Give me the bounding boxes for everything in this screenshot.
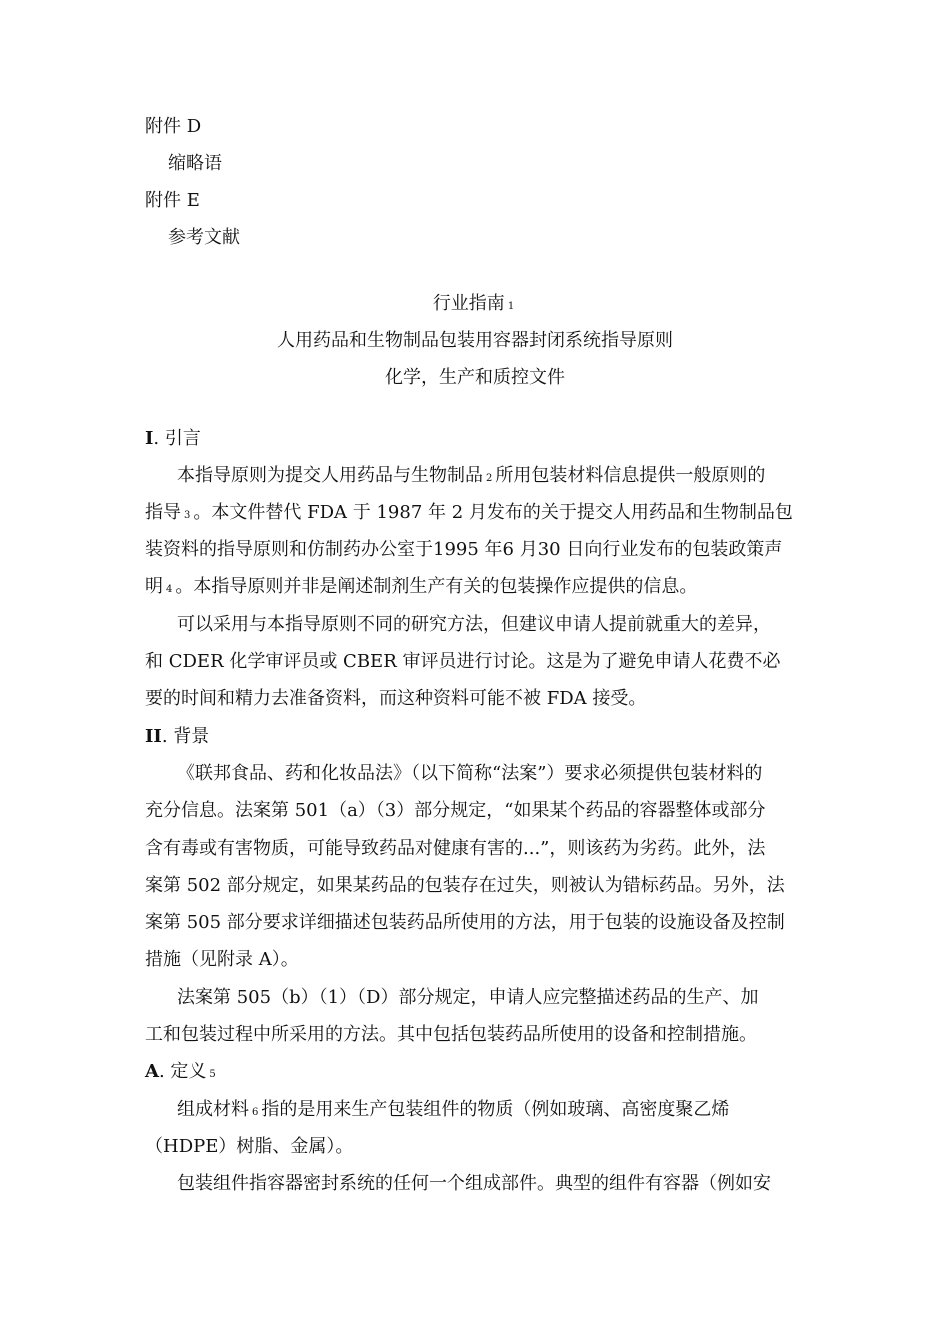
paragraph-line: 和 CDER 化学审评员或 CBER 审评员进行讨论。这是为了避免申请人花费不必 <box>145 651 781 672</box>
paragraph-line: （HDPE）树脂、金属）。 <box>145 1136 354 1157</box>
title-text: 行业指南 <box>432 293 505 314</box>
paragraph-line: 法案第 505（b）（1）（D）部分规定，申请人应完整描述药品的生产、加 <box>177 987 759 1008</box>
section-number: II <box>145 726 162 747</box>
paragraph-line: 装资料的指导原则和仿制药办公室于1995 年6 月30 日向行业发布的包装政策声 <box>145 539 783 560</box>
footnote-ref-5: 5 <box>209 1069 216 1080</box>
paragraph-line: 要的时间和精力去准备资料，而这种资料可能不被 FDA 接受。 <box>145 688 647 709</box>
section-title: . 定义 <box>158 1061 207 1082</box>
text-run: 本指导原则为提交人用药品与生物制品 <box>177 465 483 486</box>
text-run: 明 <box>145 576 163 597</box>
text-run: 。本指导原则并非是阐述制剂生产有关的包装操作应提供的信息。 <box>175 576 698 597</box>
text-run: 指的是用来生产包装组件的物质（例如玻璃、高密度聚乙烯 <box>261 1099 730 1120</box>
paragraph-line <box>177 464 765 491</box>
section-heading-intro <box>145 427 201 451</box>
text-run: 。本文件替代 FDA 于 1987 年 2 月发布的关于提交人用药品和生物制品包 <box>193 502 793 523</box>
paragraph-line: 包装组件指容器密封系统的任何一个组成部件。典型的组件有容器（例如安 <box>177 1173 771 1194</box>
paragraph-line: 可以采用与本指导原则不同的研究方法，但建议申请人提前就重大的差异， <box>177 614 771 635</box>
paragraph-line: 《联邦食品、药和化妆品法》（以下简称“法案”）要求必须提供包装材料的 <box>177 763 763 784</box>
paragraph-line: 工和包装过程中所采用的方法。其中包括包装药品所使用的设备和控制措施。 <box>145 1024 757 1045</box>
document-subtitle-2: 化学，生产和质控文件 <box>385 367 565 388</box>
section-heading-definitions <box>145 1060 219 1087</box>
footnote-ref-2: 2 <box>486 473 493 484</box>
paragraph-line: 含有毒或有害物质，可能导致药品对健康有害的...”，则该药为劣药。此外，法 <box>145 838 766 859</box>
text-run: 指导 <box>145 502 181 523</box>
footnote-ref-3: 3 <box>184 510 191 521</box>
text-run: 组成材料 <box>177 1099 249 1120</box>
footnote-ref-1: 1 <box>507 301 515 312</box>
document-title <box>0 292 950 319</box>
paragraph-line: 充分信息。法案第 501（a）（3）部分规定，“如果某个药品的容器整体或部分 <box>145 800 766 821</box>
section-number: A <box>145 1061 159 1082</box>
appendix-e-label: 附件 E <box>145 190 200 211</box>
appendix-d-title: 缩略语 <box>168 153 222 174</box>
document-subtitle-1: 人用药品和生物制品包装用容器封闭系统指导原则 <box>277 330 673 351</box>
footnote-ref-4: 4 <box>166 584 173 595</box>
section-title: . 背景 <box>161 726 210 747</box>
paragraph-line: 案第 502 部分规定，如果某药品的包装存在过失，则被认为错标药品。另外，法 <box>145 875 785 896</box>
section-title: . 引言 <box>153 428 201 449</box>
section-number: I <box>145 428 154 449</box>
paragraph-line: 措施（见附录 A）。 <box>145 949 299 970</box>
footnote-ref-6: 6 <box>252 1107 259 1118</box>
appendix-e-title: 参考文献 <box>168 227 240 248</box>
paragraph-line <box>177 1098 729 1125</box>
appendix-d-label: 附件 D <box>145 116 202 137</box>
section-heading-background <box>145 725 209 749</box>
paragraph-line <box>145 501 793 528</box>
text-run: 所用包装材料信息提供一般原则的 <box>495 465 766 486</box>
paragraph-line: 案第 505 部分要求详细描述包装药品所使用的方法，用于包装的设施设备及控制 <box>145 912 785 933</box>
paragraph-line <box>145 575 697 602</box>
